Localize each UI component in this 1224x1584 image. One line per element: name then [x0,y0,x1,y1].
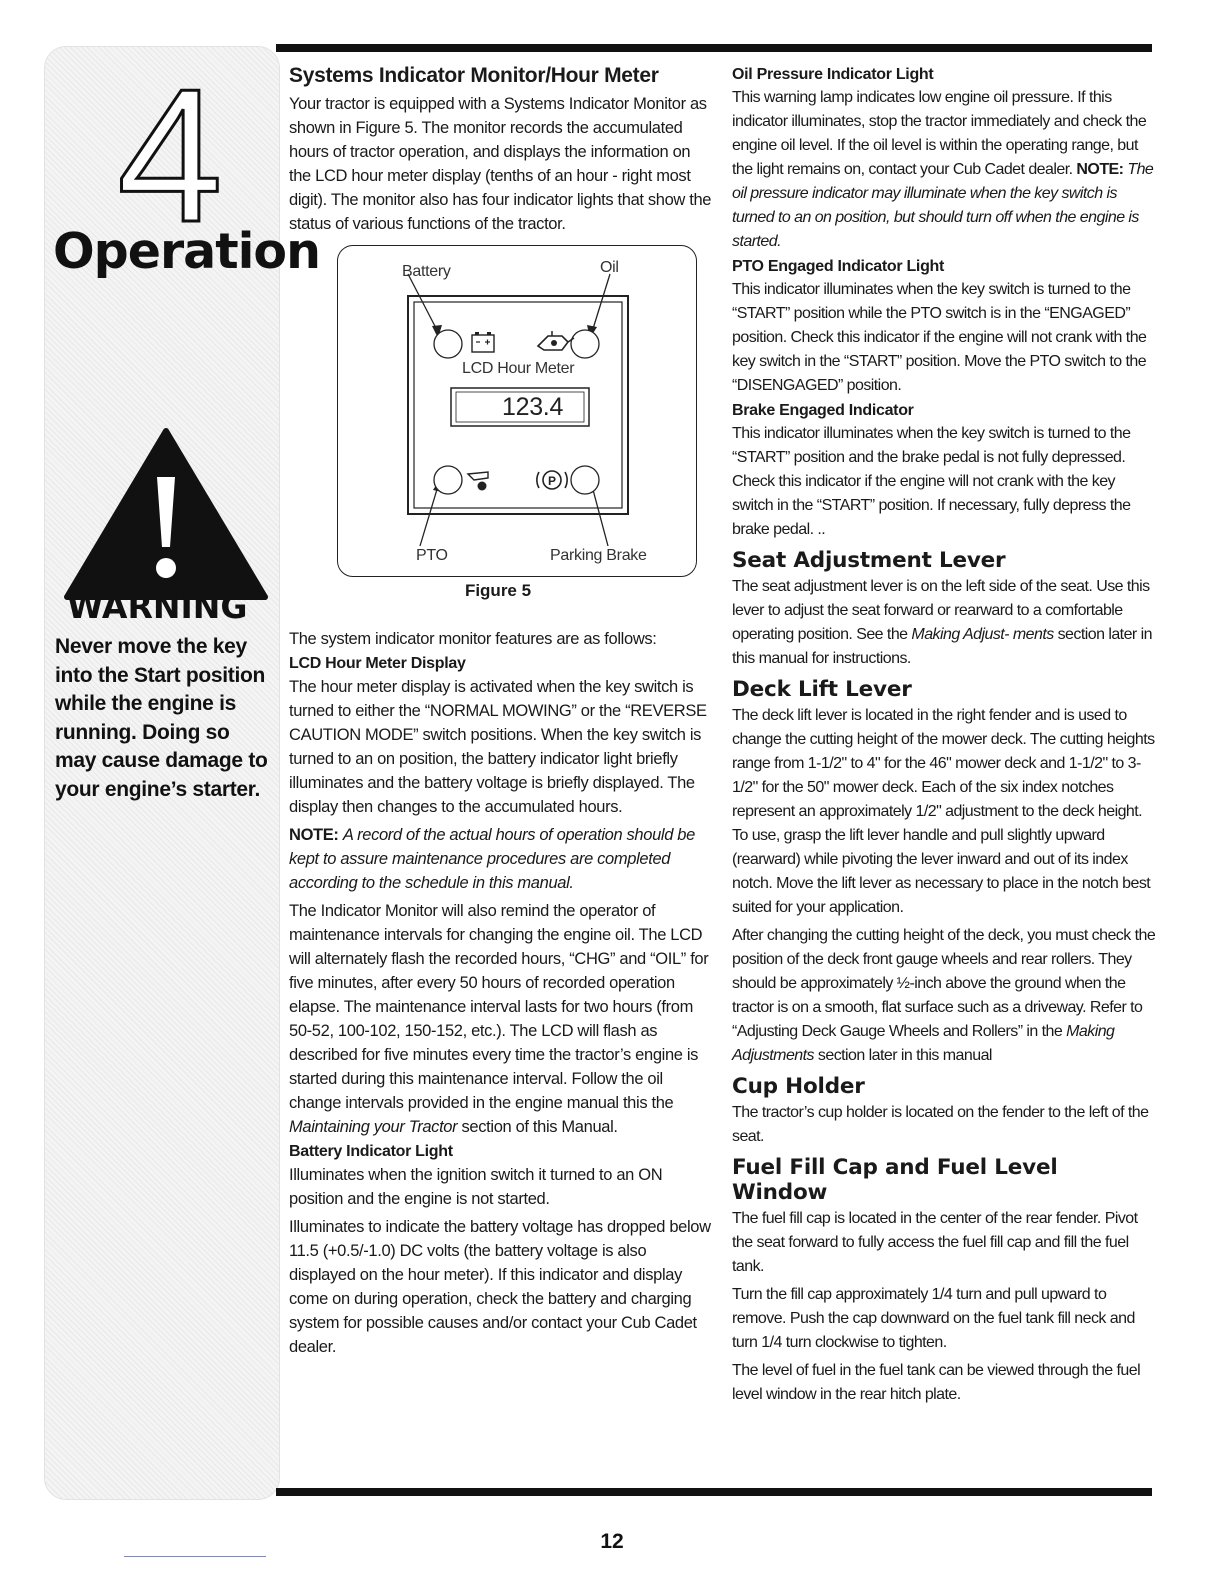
deck-text-2-before: After changing the cutting height of the deck, you must check the position of the deck front gauge wheels and rear rollers. They should be approximately ½-inch above the ground when the tractor is on a smooth, flat surface such as a driveway. Refer to “Adjusting Deck Gauge Wheels and Rollers” in the [732,927,1156,1040]
oil-light-body: This warning lamp indicates low engine oil pressure. If this indicator illuminates, stop the tractor immediately and check the engine oil level. If the oil level is within the operating range, but the light remains on, contact your Cub Cadet dealer. [732,89,1147,178]
seat-text-before: The seat adjustment lever is on the left side of the seat. Use this lever to adjust the seat forward or rearward to a comfortable operating position. See the [732,578,1150,643]
right-column [732,64,1156,1411]
bottom-rule [276,1488,1152,1496]
figure-5-monitor [337,245,697,577]
systems-heading: Systems Indicator Monitor/Hour Meter [289,64,659,87]
pto-light-heading: PTO Engaged Indicator Light [732,258,945,275]
chapter-number-glyph: 4 [117,71,223,231]
deck-text-2-after: section later in this manual [817,1047,992,1064]
seat-heading: Seat Adjustment Lever [732,548,1006,573]
pto-light-text: This indicator illuminates when the key switch is turned to the “START” position while the PTO switch is in the “ENGAGED” position. Check this indicator if the engine will not crank with the key switch in the “START” position. Move the PTO switch to the “DISENGAGED” position. [732,281,1147,394]
deck-text-1: The deck lift lever is located in the right fender and is used to change the cutting height of the mower deck. The cutting heights range from 1-1/2" to 4" for the 46" mower deck and 1-1/2" to 3-1/2" for the 50" mower deck. Each of the six index notches represent an approximately 1/2" adjustment to the deck height. To use, grasp the lift lever handle and pull slightly upward (rearward) while pivoting the lever inward and out of its index notch. Move the lift lever as necessary to place in the notch best suited for your application. [732,707,1155,916]
fuel-text-2: Turn the fill cap approximately 1/4 turn and pull upward to remove. Push the cap downward on the fuel tank fill neck and turn 1/4 turn clockwise to tighten. [732,1286,1135,1351]
maintenance-text-after: section of this Manual. [461,1118,618,1136]
battery-light-text-2: Illuminates to indicate the battery voltage has dropped below 11.5 (+0.5/-1.0) DC volts (the battery voltage is also displayed on the hour meter). If this indicator and display come on during operation, check the battery and charging system for possible causes and/or contact your Cub Cadet dealer. [289,1218,711,1356]
label-pto: PTO [416,547,448,564]
cup-heading: Cup Holder [732,1074,865,1099]
oil-light-text [732,86,1156,254]
oil-note-label: NOTE: [1076,161,1124,178]
maintenance-text-italic: Maintaining your Tractor [289,1118,458,1136]
warning-triangle-icon [59,425,273,605]
warning-title: WARNING [67,587,248,626]
maintenance-text-before: The Indicator Monitor will also remind the operator of maintenance intervals for changing the engine oil. The LCD will alternately flash the recorded hours, “CHG” and “OIL” for five minutes, after every 50 hours of recorded operation elapse. The maintenance interval lasts for two hours (from 50-52, 100-102, 150-152, etc.). The LCD will flash as described for five minutes every time the tractor’s engine is started during this maintenance interval. Follow the oil change intervals provided in the engine manual this the [289,902,709,1112]
fuel-heading: Fuel Fill Cap and Fuel Level Window [732,1155,1058,1205]
note-label: NOTE: [289,826,339,844]
deck-text-2-italic: Making Adjustments [732,1023,1115,1064]
middle-column [289,64,713,1363]
lcd-note [289,823,713,895]
deck-heading: Deck Lift Lever [732,677,912,702]
figure-caption: Figure 5 [464,581,532,600]
warning-text: Never move the key into the Start position while the engine is running. Doing so may cause damage to your engine’s starter. [55,635,268,801]
lcd-display-text: The hour meter display is activated when the key switch is turned to either the “NORMAL MOWING” or the “REVERSE CAUTION MODE” switch positions. When the key switch is turned to an on position, the battery indicator light briefly illuminates and the battery voltage is briefly displayed. The display then changes to the accumulated hours. [289,678,707,816]
lcd-maintenance-text [289,899,713,1139]
deck-text-2 [732,924,1156,1068]
seat-text [732,575,1156,671]
label-lcd-hour-meter: LCD Hour Meter [462,360,575,377]
oil-light-heading: Oil Pressure Indicator Light [732,66,934,83]
parking-brake-icon [537,471,567,489]
fuel-text-3: The level of fuel in the fuel tank can be viewed through the fuel level window in the rear hitch plate. [732,1362,1141,1403]
top-rule [276,44,1152,52]
battery-light-text-1: Illuminates when the ignition switch it turned to an ON position and the engine is not started. [289,1166,663,1208]
label-battery: Battery [402,263,451,280]
features-intro: The system indicator monitor features are as follows: [289,630,657,648]
oil-can-icon [538,331,574,350]
svg-text:P: P [547,474,557,488]
pto-icon [468,472,488,491]
note-text: A record of the actual hours of operation should be kept to assure maintenance procedures are completed according to the schedule in this manual. [289,826,695,892]
lcd-display-heading: LCD Hour Meter Display [289,655,466,672]
seat-text-after: section later in this manual for instructions. [732,626,1152,667]
chapter-number [95,71,245,231]
battery-icon [472,332,494,352]
seat-text-italic: Making Adjust- ments [911,626,1054,643]
fuel-text-1: The fuel fill cap is located in the center of the rear fender. Pivot the seat forward to fully access the fuel fill cap and fill the fuel tank. [732,1210,1138,1275]
page-number: 12 [600,1530,624,1553]
brake-indicator-text: This indicator illuminates when the key switch is turned to the “START” position and the brake pedal is not fully depressed. Check this indicator if the engine will not crank with the key switch in the “START” position. If necessary, fully depress the brake pedal. .. [732,425,1131,538]
systems-intro: Your tractor is equipped with a Systems Indicator Monitor as shown in Figure 5. The monitor records the accumulated hours of tractor operation, and displays the information on the LCD hour meter display (tenths of an hour - right most digit). The monitor also has four indicator lights that show the status of various functions of the tractor. [289,95,712,233]
oil-note-text: The oil pressure indicator may illuminate when the key switch is turned to an on position, but should turn off when the engine is started. [732,161,1154,250]
brake-indicator-heading: Brake Engaged Indicator [732,402,914,419]
cup-text: The tractor’s cup holder is located on the fender to the left of the seat. [732,1104,1149,1145]
battery-light-heading: Battery Indicator Light [289,1143,453,1160]
label-oil: Oil [600,259,619,276]
chapter-title: Operation [53,223,320,280]
footer-underline [124,1556,266,1557]
label-parking-brake: Parking Brake [550,547,647,564]
lcd-value: 123.4 [502,393,564,421]
